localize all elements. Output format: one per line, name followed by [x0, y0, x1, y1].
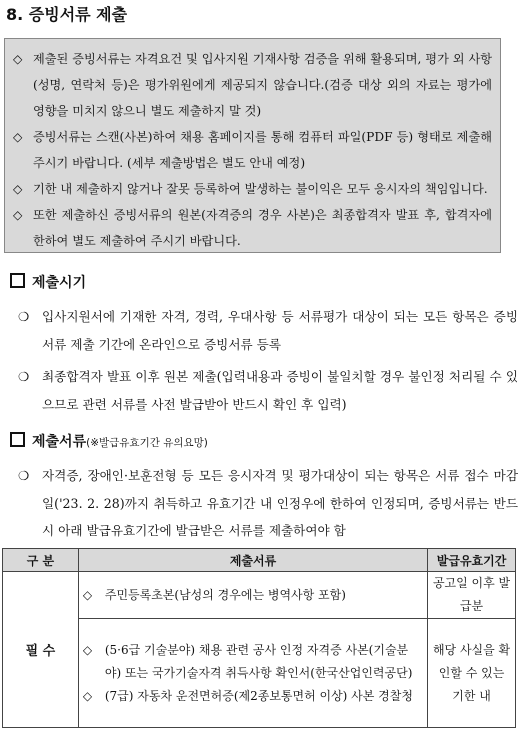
section-note: (※발급유효기간 유의요망)	[86, 437, 208, 449]
diamond-bullet-icon: ◇	[82, 642, 93, 657]
checkbox-square-icon	[10, 432, 25, 447]
diamond-bullet-icon: ◇	[13, 130, 23, 144]
circle-bullet-icon: ❍	[18, 309, 30, 324]
circle-bullet-icon: ❍	[18, 468, 30, 483]
notice-text: 기한 내 제출하지 않거나 잘못 등록하여 발생하는 불이익은 모두 응시자의 책임입니다.	[33, 182, 488, 196]
checkbox-square-icon	[10, 273, 25, 288]
document-cell	[78, 572, 427, 619]
list-item	[18, 462, 518, 545]
document-cell	[78, 619, 427, 728]
diamond-bullet-icon: ◇	[82, 688, 93, 703]
bullet-text: 입사지원서에 기재한 자격, 경력, 우대사항 등 서류평가 대상이 되는 모든 항목은 증빙서류 제출 기간에 온라인으로 증빙서류 등록	[42, 309, 518, 352]
table-header-row	[3, 549, 516, 572]
notice-text: 또한 제출하신 증빙서류의 원본(자격증의 경우 사본)은 최종합격자 발표 후, 합격자에 한하여 별도 제출하여 주시기 바랍니다.	[33, 208, 492, 248]
section-heading-submission-period	[10, 272, 86, 292]
document-text: 주민등록초본(남성의 경우에는 병역사항 포함)	[104, 587, 346, 602]
section-heading-required-documents	[10, 431, 208, 451]
list-item	[18, 303, 518, 358]
table-row	[3, 572, 516, 619]
bullet-text: 최종합격자 발표 이후 원본 제출(입력내용과 증빙이 불일치할 경우 불인정 처리될 수 있으므로 관련 서류를 사전 발급받아 반드시 확인 후 입력)	[42, 369, 518, 412]
validity-cell: 공고일 이후 발급분	[428, 572, 516, 619]
notice-text: 제출된 증빙서류는 자격요건 및 입사지원 기재사항 검증을 위해 활용되며, 평가 외 사항(성명, 연락처 등)은 평가위원에게 제공되지 않습니다.(검증 대상 외의 자료는 평가에 영향을 미치지 않으니 별도 제출하지 말 것)	[33, 52, 492, 118]
document-text: (5·6급 기술분야) 채용 관련 공사 인정 자격증 사본(기술분야) 또는 국가기술자격 취득사항 확인서(한국산업인력공단)	[104, 642, 413, 680]
document-text: (7급) 자동차 운전면허증(제2종보통면허 이상) 사본 경찰청	[104, 688, 413, 703]
notice-item	[13, 202, 492, 254]
column-header-validity: 발급유효기간	[428, 549, 516, 572]
notice-box	[4, 38, 501, 253]
notice-item	[13, 46, 492, 124]
circle-bullet-icon: ❍	[18, 369, 30, 384]
notice-text: 증빙서류는 스캔(사본)하여 채용 홈페이지를 통해 컴퓨터 파일(PDF 등) 형태로 제출해 주시기 바랍니다. (세부 제출방법은 별도 안내 예정)	[33, 130, 492, 170]
category-cell: 필 수	[3, 572, 79, 728]
list-item	[18, 363, 518, 418]
diamond-bullet-icon: ◇	[82, 587, 93, 602]
validity-cell: 해당 사실을 확인할 수 있는 기한 내	[428, 619, 516, 728]
column-header-category: 구 분	[3, 549, 79, 572]
column-header-documents: 제출서류	[78, 549, 427, 572]
table-row	[3, 619, 516, 728]
documents-table	[2, 548, 516, 728]
diamond-bullet-icon: ◇	[13, 52, 23, 66]
notice-item	[13, 124, 492, 176]
diamond-bullet-icon: ◇	[13, 208, 23, 222]
diamond-bullet-icon: ◇	[13, 182, 23, 196]
bullet-text: 자격증, 장애인·보훈전형 등 모든 응시자격 및 평가대상이 되는 항목은 서류 접수 마감일('23. 2. 28)까지 취득하고 유효기간 내 인정우에 한하여 인정되며, 증빙서류는 반드시 아래 발급유효기간에 발급받은 서류를 제출하여야 함	[42, 468, 518, 538]
section-heading-text: 제출시기	[32, 275, 87, 291]
page-title: 8. 증빙서류 제출	[6, 5, 128, 24]
section-heading-text: 제출서류	[32, 434, 87, 450]
notice-item	[13, 176, 492, 202]
